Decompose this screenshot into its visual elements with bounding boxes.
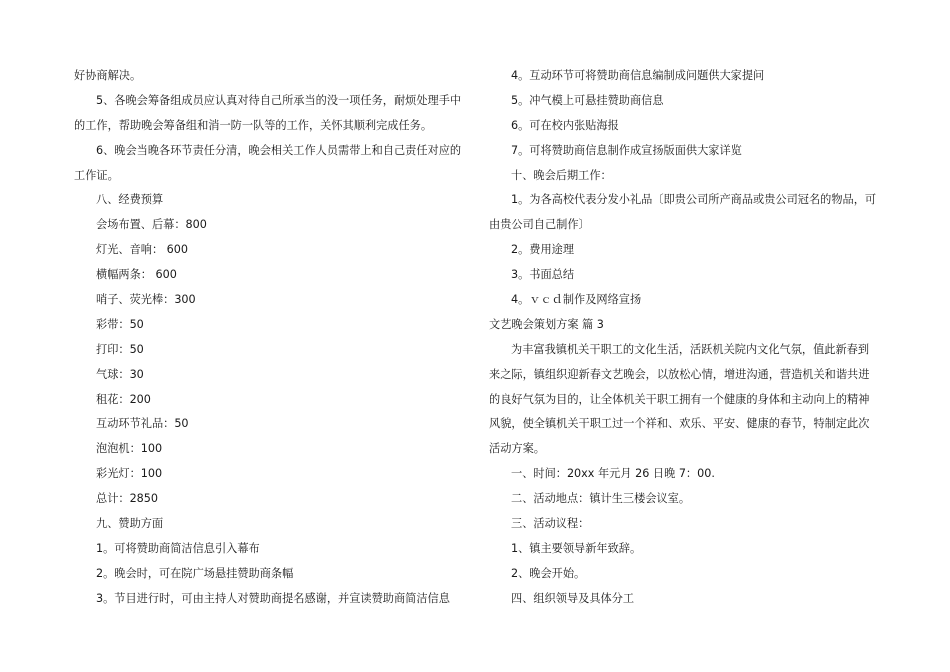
text-line: 横幅两条： 600 <box>96 268 177 282</box>
text-line: 为丰富我镇机关干职工的文化生活，活跃机关院内文化气氛，值此新春到 <box>511 342 870 356</box>
text-line: 由贵公司自己制作〕 <box>489 218 590 232</box>
text-line: 泡泡机：100 <box>96 442 163 456</box>
text-line: 5、各晚会筹备组成员应认真对待自己所承当的没一项任务，耐烦处理手中 <box>96 93 462 107</box>
text-line: 互动环节礼品：50 <box>96 417 189 431</box>
text-line: 3。节目进行时，可由主持人对赞助商提名感谢，并宣读赞助商简洁信息 <box>96 591 450 605</box>
text-line: 灯光、音响： 600 <box>96 243 189 257</box>
text-line: 2、晚会开始。 <box>511 566 586 580</box>
text-line: 4。互动环节可将赞助商信息编制成问题供大家提问 <box>511 69 765 82</box>
text-line: 十、晚会后期工作： <box>511 168 612 182</box>
text-line: 彩带：50 <box>96 317 144 331</box>
text-line: 1、镇主要领导新年致辞。 <box>511 541 642 555</box>
text-line: 好协商解决。 <box>74 69 142 82</box>
text-line: 的良好气氛为目的，让全体机关干职工拥有一个健康的身体和主动向上的精神 <box>489 392 870 406</box>
text-line: 文艺晚会策划方案 篇 3 <box>489 317 604 331</box>
left-text-column <box>74 64 466 612</box>
right-text-column <box>489 64 881 612</box>
text-line: 4。ｖｃｄ制作及网络宣扬 <box>511 293 642 307</box>
text-line: 一、时间：20xx 年元月 26 日晚 7：00. <box>511 467 715 481</box>
text-line: 来之际，镇组织迎新春文艺晚会，以放松心情，增进沟通，营造机关和谐共进 <box>489 367 870 381</box>
text-line: 哨子、荧光棒：300 <box>96 293 196 307</box>
text-line: 八、经费预算 <box>96 193 164 207</box>
text-line: 的工作，帮助晚会筹备组和消一防一队等的工作，关怀其顺利完成任务。 <box>74 118 433 132</box>
text-line: 2。费用途理 <box>511 243 575 257</box>
text-line: 风貌，使全镇机关干职工过一个祥和、欢乐、平安、健康的春节，特制定此次 <box>489 417 870 431</box>
text-line: 打印：50 <box>96 342 144 356</box>
text-line: 1。可将赞助商简洁信息引入幕布 <box>96 541 260 555</box>
text-line: 九、赞助方面 <box>96 517 164 531</box>
text-line: 5。冲气模上可悬挂赞助商信息 <box>511 93 664 107</box>
text-line: 租花：200 <box>96 392 151 406</box>
text-line: 3。书面总结 <box>511 268 575 282</box>
text-line: 二、活动地点：镇计生三楼会议室。 <box>511 492 691 506</box>
text-line: 6、晚会当晚各环节责任分清，晚会相关工作人员需带上和自己责任对应的 <box>96 143 462 157</box>
text-line: 三、活动议程： <box>511 517 590 531</box>
text-line: 工作证。 <box>74 168 119 182</box>
text-line: 气球：30 <box>96 367 144 381</box>
text-line: 会场布置、后幕：800 <box>96 218 207 232</box>
text-line: 7。可将赞助商信息制作成宣扬版面供大家详览 <box>511 143 742 157</box>
text-line: 总计：2850 <box>96 492 159 506</box>
text-line: 6。可在校内张贴海报 <box>511 118 619 132</box>
text-line: 四、组织领导及具体分工 <box>511 591 635 605</box>
text-line: 彩光灯：100 <box>96 467 163 481</box>
text-line: 活动方案。 <box>489 442 545 456</box>
text-line: 2。晚会时，可在院广场悬挂赞助商条幅 <box>96 566 294 580</box>
text-line: 1。为各高校代表分发小礼品〔即贵公司所产商品或贵公司冠名的物品，可 <box>511 193 877 207</box>
